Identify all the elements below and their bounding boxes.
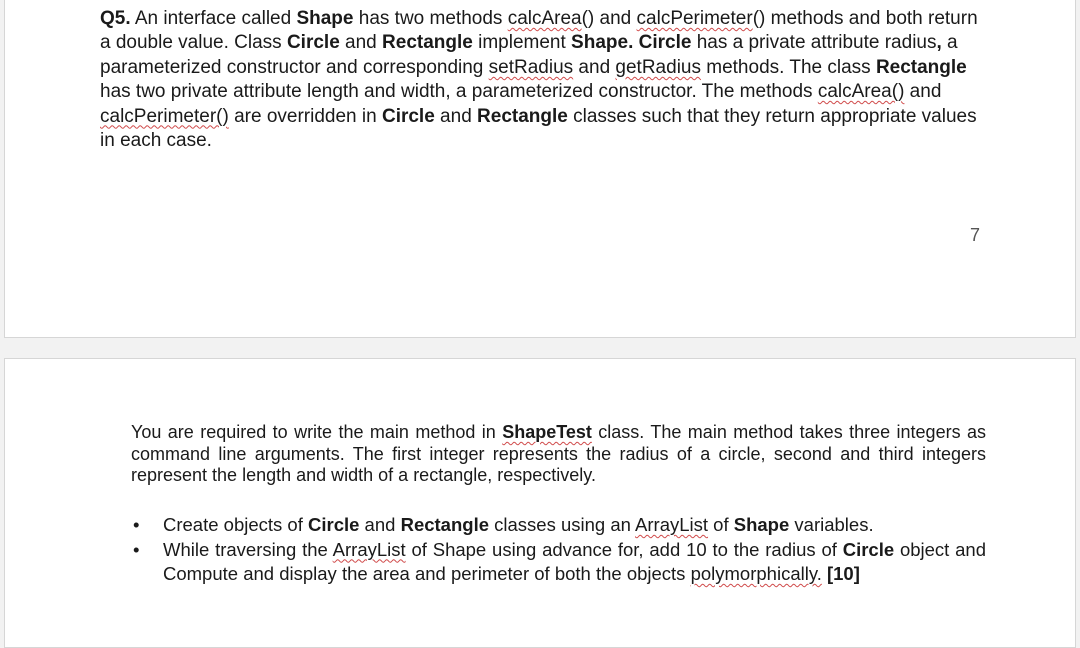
text-run: variables.: [789, 514, 874, 535]
text-run: are overridden in: [228, 105, 382, 127]
bold-comma: ,: [936, 32, 942, 54]
text-run: implement: [472, 32, 572, 54]
text-run: object and Compute and display the area and perimeter of both the objects: [163, 538, 987, 585]
keyword-rectangle: Rectangle: [875, 56, 967, 78]
keyword-circle: Circle: [842, 538, 895, 560]
keyword-rectangle: Rectangle: [477, 105, 568, 127]
text-run: classes such that they return appropriate values in each case.: [100, 105, 977, 152]
text-run: An interface called: [130, 8, 297, 29]
method-calc-perimeter: calcPerimeter: [636, 8, 753, 29]
bullet-icon: •: [133, 538, 140, 560]
method-calc-perimeter: calcPerimeter(): [100, 105, 229, 127]
text-run: classes using an: [489, 514, 636, 535]
question-5-card: [4, 0, 1076, 338]
text-run: has two methods: [353, 8, 508, 29]
text-run: a parameterized constructor and corresponding: [100, 32, 958, 78]
main-method-instructions: [131, 422, 986, 487]
text-run: of Shape using advance for, add 10 to the radius of: [405, 538, 843, 560]
keyword-shape: Shape: [296, 8, 354, 29]
keyword-polymorphically: polymorphically.: [690, 563, 822, 585]
text-run: and: [339, 32, 383, 54]
keyword-arraylist: ArrayList: [635, 514, 709, 535]
keyword-rectangle: Rectangle: [400, 514, 489, 535]
text-run: class. The main method takes three integers as command line arguments. The first integer represents the radius of a circle, second and third integers represent the length and width of a rectangle, respectively.: [131, 422, 986, 486]
method-calc-area: calcArea(): [817, 81, 905, 103]
text-run: You are required to write the main method in: [131, 422, 503, 442]
keyword-shape: Shape: [733, 514, 790, 535]
keyword-rectangle: Rectangle: [382, 32, 473, 54]
bullet-icon: •: [133, 514, 140, 535]
text-run: () methods and both return a double value. Class: [100, 8, 978, 54]
text-run: has a private attribute radius: [691, 32, 937, 54]
text-run: methods. The class: [700, 56, 876, 78]
method-get-radius: getRadius: [615, 56, 701, 78]
text-run: and: [573, 56, 616, 78]
keyword-shapetest: ShapeTest: [502, 422, 592, 442]
question-number: Q5.: [100, 8, 131, 29]
main-method-card: [4, 358, 1076, 648]
keyword-circle: Circle: [308, 514, 360, 535]
text-run: and: [904, 81, 942, 103]
keyword-circle: Circle: [286, 32, 340, 54]
question-5-text: [100, 7, 980, 153]
keyword-circle: Circle: [638, 32, 692, 54]
text-run: and: [359, 514, 401, 535]
task-list: [131, 513, 986, 587]
text-run: () and: [581, 8, 637, 29]
method-calc-area: calcArea: [507, 8, 582, 29]
keyword-arraylist: ArrayList: [332, 538, 406, 560]
text-run: and: [434, 105, 478, 127]
text-run: has two private attribute length and width, a parameterized constructor. The methods: [100, 81, 818, 103]
task-item: [131, 513, 986, 538]
keyword-circle: Circle: [381, 105, 435, 127]
text-run: of: [708, 514, 734, 535]
task-item: [131, 538, 986, 587]
text-run: Create objects of: [163, 514, 308, 535]
marks-value: 7: [970, 225, 981, 245]
marks-value: [10]: [826, 563, 860, 585]
keyword-shape: Shape.: [571, 32, 634, 54]
method-set-radius: setRadius: [488, 56, 574, 78]
text-run: While traversing the: [163, 538, 333, 560]
